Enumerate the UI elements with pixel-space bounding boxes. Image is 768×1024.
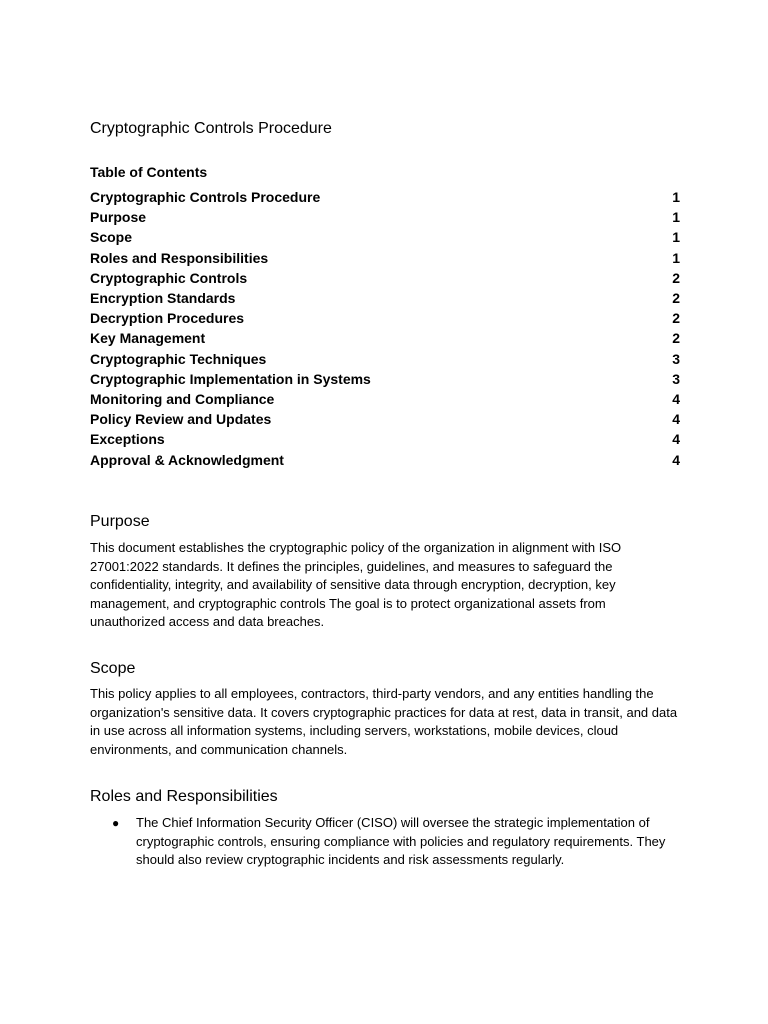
toc-entry-label: Roles and Responsibilities	[90, 249, 269, 266]
toc-entry-label: Exceptions	[90, 431, 165, 448]
toc-entry[interactable]	[90, 187, 680, 207]
toc-entry-page: 4	[672, 411, 680, 428]
toc-entry-page: 1	[672, 209, 680, 226]
toc-entry[interactable]	[90, 369, 680, 389]
toc-entry[interactable]	[90, 389, 680, 409]
toc-entry-label: Decryption Procedures	[90, 310, 245, 327]
toc-entry-page: 3	[672, 370, 680, 387]
toc-entry-label: Cryptographic Controls	[90, 269, 248, 286]
toc-entry[interactable]	[90, 207, 680, 227]
toc-entry[interactable]	[90, 268, 680, 288]
list-item-text: The Chief Information Security Officer (CISO) will oversee the strategic implementation of cryptographic controls, ensuring compliance with policies and regulatory requirements. They should also review cryptographic incidents and risk assessments regularly.	[136, 815, 666, 868]
scope-paragraph: This policy applies to all employees, contractors, third-party vendors, and any entities handling the organization's sensitive data. It covers cryptographic practices for data at rest, data in transit, and data in use across all information systems, including servers, workstations, mobile devices, cloud environments, and communication channels.	[90, 686, 678, 757]
toc-entry-page: 2	[672, 290, 680, 307]
roles-heading: Roles and Responsibilities	[90, 788, 278, 805]
purpose-paragraph: This document establishes the cryptographic policy of the organization in alignment with ISO 27001:2022 standards. It defines the principles, guidelines, and measures to safeguard the confidentiality, integrity, and availability of sensitive data through encryption, decryption, key management, and cryptographic controls The goal is to protect organizational assets from unauthorized access and data breaches.	[90, 540, 622, 630]
toc-entry-page: 1	[672, 189, 680, 206]
toc-entry[interactable]	[90, 328, 680, 348]
bullet-icon: ●	[112, 816, 120, 830]
toc-entry[interactable]	[90, 429, 680, 449]
toc-entry[interactable]	[90, 349, 680, 369]
toc-entry-label: Key Management	[90, 330, 206, 347]
toc-entry-label: Cryptographic Techniques	[90, 350, 267, 367]
toc-entry-label: Cryptographic Implementation in Systems	[90, 370, 371, 387]
toc-entry-page: 3	[672, 350, 680, 367]
toc-entry[interactable]	[90, 288, 680, 308]
toc-entry-page: 1	[672, 229, 680, 246]
toc-entry-page: 2	[672, 269, 680, 286]
toc-entry-label: Policy Review and Updates	[90, 411, 272, 428]
toc-entry[interactable]	[90, 227, 680, 247]
document-title: Cryptographic Controls Procedure	[90, 120, 332, 137]
toc-entry-page: 1	[672, 249, 680, 266]
table-of-contents	[90, 187, 680, 470]
toc-entry-page: 2	[672, 330, 680, 347]
toc-entry[interactable]	[90, 449, 680, 469]
toc-entry-label: Scope	[90, 229, 133, 246]
toc-entry-page: 2	[672, 310, 680, 327]
toc-entry-page: 4	[672, 431, 680, 448]
toc-entry-label: Encryption Standards	[90, 290, 236, 307]
roles-bullet-list	[90, 814, 680, 870]
list-item	[90, 814, 680, 870]
toc-heading: Table of Contents	[90, 164, 208, 180]
toc-entry-label: Purpose	[90, 209, 147, 226]
toc-entry-label: Cryptographic Controls Procedure	[90, 189, 321, 206]
toc-entry-label: Monitoring and Compliance	[90, 390, 275, 407]
toc-entry-page: 4	[672, 390, 680, 407]
toc-entry[interactable]	[90, 308, 680, 328]
scope-heading: Scope	[90, 660, 136, 677]
toc-entry[interactable]	[90, 409, 680, 429]
toc-entry-page: 4	[672, 451, 680, 468]
purpose-heading: Purpose	[90, 513, 150, 530]
toc-entry[interactable]	[90, 248, 680, 268]
toc-entry-label: Approval & Acknowledgment	[90, 451, 284, 468]
